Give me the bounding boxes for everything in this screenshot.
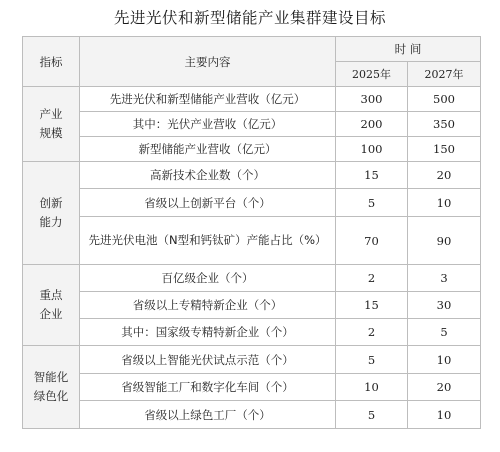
row-value-2025: 2 [336, 319, 408, 346]
header-year-2025: 2025年 [336, 62, 408, 87]
header-indicator: 指标 [23, 37, 80, 87]
row-value-2025: 15 [336, 162, 408, 189]
row-value-2027: 20 [408, 162, 481, 189]
row-content: 高新技术企业数（个） [80, 162, 336, 189]
row-value-2027: 20 [408, 374, 481, 401]
row-value-2025: 300 [336, 87, 408, 112]
category-innovation: 创新 能力 [23, 162, 80, 265]
row-content: 百亿级企业（个） [80, 265, 336, 292]
header-content: 主要内容 [80, 37, 336, 87]
row-value-2027: 150 [408, 137, 481, 162]
row-value-2027: 30 [408, 292, 481, 319]
row-content: 省级以上智能光伏试点示范（个） [80, 346, 336, 374]
row-content: 其中：光伏产业营收（亿元） [80, 112, 336, 137]
row-value-2025: 5 [336, 189, 408, 217]
category-smart-green: 智能化 绿色化 [23, 346, 80, 429]
row-value-2025: 100 [336, 137, 408, 162]
row-value-2025: 70 [336, 217, 408, 265]
row-value-2027: 5 [408, 319, 481, 346]
row-value-2027: 350 [408, 112, 481, 137]
row-content: 省级智能工厂和数字化车间（个） [80, 374, 336, 401]
row-value-2027: 90 [408, 217, 481, 265]
row-content: 新型储能产业营收（亿元） [80, 137, 336, 162]
header-time: 时 间 [336, 37, 481, 62]
row-value-2025: 2 [336, 265, 408, 292]
row-content: 省级以上专精特新企业（个） [80, 292, 336, 319]
category-industry-scale: 产业 规模 [23, 87, 80, 162]
row-value-2027: 10 [408, 346, 481, 374]
header-year-2027: 2027年 [408, 62, 481, 87]
page-title: 先进光伏和新型储能产业集群建设目标 [113, 9, 386, 27]
row-content: 其中：国家级专精特新企业（个） [80, 319, 336, 346]
category-key-enterprises: 重点 企业 [23, 265, 80, 346]
row-value-2025: 5 [336, 401, 408, 429]
row-content: 先进光伏电池（N型和钙钛矿）产能占比（%） [80, 217, 336, 265]
row-value-2027: 10 [408, 189, 481, 217]
row-content: 先进光伏和新型储能产业营收（亿元） [80, 87, 336, 112]
row-value-2025: 10 [336, 374, 408, 401]
row-value-2025: 200 [336, 112, 408, 137]
row-value-2025: 15 [336, 292, 408, 319]
row-value-2027: 10 [408, 401, 481, 429]
goals-table [22, 36, 481, 429]
row-content: 省级以上创新平台（个） [80, 189, 336, 217]
row-value-2025: 5 [336, 346, 408, 374]
row-value-2027: 500 [408, 87, 481, 112]
row-value-2027: 3 [408, 265, 481, 292]
row-content: 省级以上绿色工厂（个） [80, 401, 336, 429]
